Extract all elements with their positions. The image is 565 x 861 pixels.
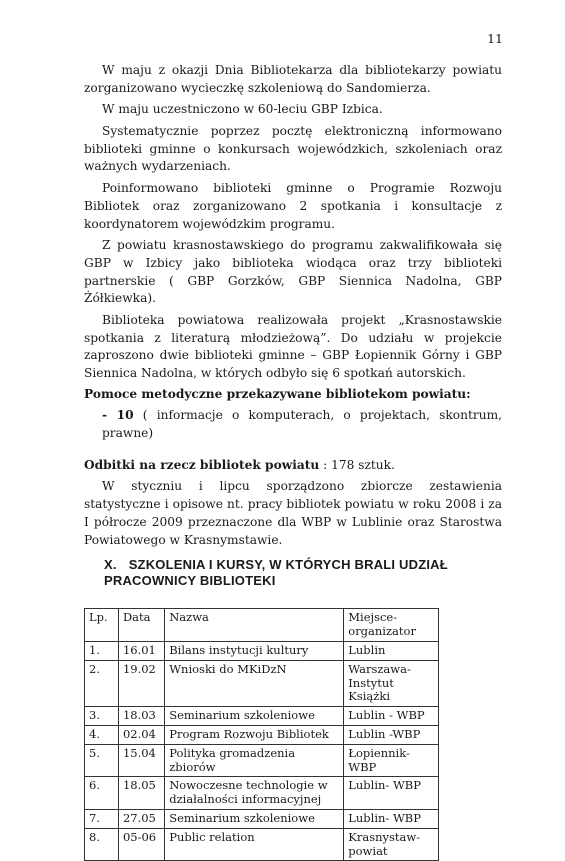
table-cell: 8. [85,828,119,861]
table-cell: Seminarium szkoleniowe [165,707,344,726]
table-row [85,777,439,810]
table-cell: Lublin -WBP [344,725,439,744]
table-cell: 18.05 [118,777,164,810]
table-cell: Łopiennik- WBP [344,744,439,777]
paragraph: Systematycznie poprzez pocztę elektroniczną informowano biblioteki gminne o konkursach wojewódzkich, szkoleniach oraz ważnych wydarzeniach. [84,124,502,174]
table-cell: 2. [85,660,119,706]
table-cell: 27.05 [118,809,164,828]
table-cell: Lublin - WBP [344,707,439,726]
table-cell: 16.01 [118,641,164,660]
table-cell: 15.04 [118,744,164,777]
table-cell: 19.02 [118,660,164,706]
table-cell: Seminarium szkoleniowe [165,809,344,828]
section-number: X. [104,557,117,573]
prints-line [84,457,502,475]
aids-line [84,407,502,442]
section-title-text: SZKOLENIA I KURSY, W KTÓRYCH BRALI UDZIAŁ PRACOWNICY BIBLIOTEKI [104,557,448,588]
summary-paragraph: W styczniu i lipcu sporządzono zbiorcze zestawienia statystyczne i opisowe nt. pracy bibliotek powiatu w roku 2008 i za I półrocze 2009 przeznaczone dla WBP w Lublinie oraz Starostwa Powiatowego w Krasnymstawie. [84,479,502,547]
prints-value: : 178 sztuk. [319,457,395,472]
table-cell: Warszawa-Instytut Książki [344,660,439,706]
table-row [85,660,439,706]
table-row [85,744,439,777]
column-header: Nazwa [165,609,344,642]
aids-heading: Pomoce metodyczne przekazywane bibliotekom powiatu: [84,386,471,401]
table-cell: 1. [85,641,119,660]
table-header-row [85,609,439,642]
table-cell: 3. [85,707,119,726]
paragraph: Poinformowano biblioteki gminne o Programie Rozwoju Bibliotek oraz zorganizowano 2 spotkania i konsultacje z koordynatorem wojewódzkim programu. [84,181,502,231]
table-cell: 18.03 [118,707,164,726]
table-cell: Program Rozwoju Bibliotek [165,725,344,744]
table-row [85,828,439,861]
section-title [84,557,502,588]
table-row [85,641,439,660]
training-table [84,608,439,861]
table-cell: 5. [85,744,119,777]
column-header: Data [118,609,164,642]
table-cell: Lublin- WBP [344,777,439,810]
table-cell: 7. [85,809,119,828]
table-cell: 6. [85,777,119,810]
column-header: Miejsce-organizator [344,609,439,642]
table-cell: 02.04 [118,725,164,744]
table-cell: Public relation [165,828,344,861]
table-cell: Nowoczesne technologie w działalności informacyjnej [165,777,344,810]
table-row [85,725,439,744]
table-cell: 4. [85,725,119,744]
table-cell: Lublin [344,641,439,660]
table-cell: Krasnystaw-powiat [344,828,439,861]
paragraph: W maju z okazji Dnia Bibliotekarza dla bibliotekarzy powiatu zorganizowano wycieczkę szkoleniową do Sandomierza. [84,63,502,95]
table-cell: Lublin- WBP [344,809,439,828]
paragraph: Biblioteka powiatowa realizowała projekt „Krasnostawskie spotkania z literaturą młodzieżową”. Do udziału w projekcie zaproszono dwie biblioteki gminne – GBP Łopiennik Górny i GBP Siennica Nadolna, w których odbyło się 6 spotkań autorskich. [84,312,502,380]
table-row [85,707,439,726]
table-cell: Bilans instytucji kultury [165,641,344,660]
paragraph: W maju uczestniczono w 60-leciu GBP Izbica. [102,102,383,117]
paragraph: Z powiatu krasnostawskiego do programu zakwalifikowała się GBP w Izbicy jako biblioteka wiodąca oraz trzy biblioteki partnerskie ( GBP Gorzków, GBP Siennica Nadolna, GBP Żółkiewka). [84,238,502,306]
page-number: 11 [487,31,503,46]
document-body [84,62,502,861]
table-cell: Polityka gromadzenia zbiorów [165,744,344,777]
table-cell: Wnioski do MKiDzN [165,660,344,706]
table-cell: 05-06 [118,828,164,861]
aids-count: - 10 [102,408,134,423]
column-header: Lp. [85,609,119,642]
aids-details: ( informacje o komputerach, o projektach, skontrum, prawne) [102,408,502,441]
prints-heading: Odbitki na rzecz bibliotek powiatu [84,457,320,472]
table-row [85,809,439,828]
